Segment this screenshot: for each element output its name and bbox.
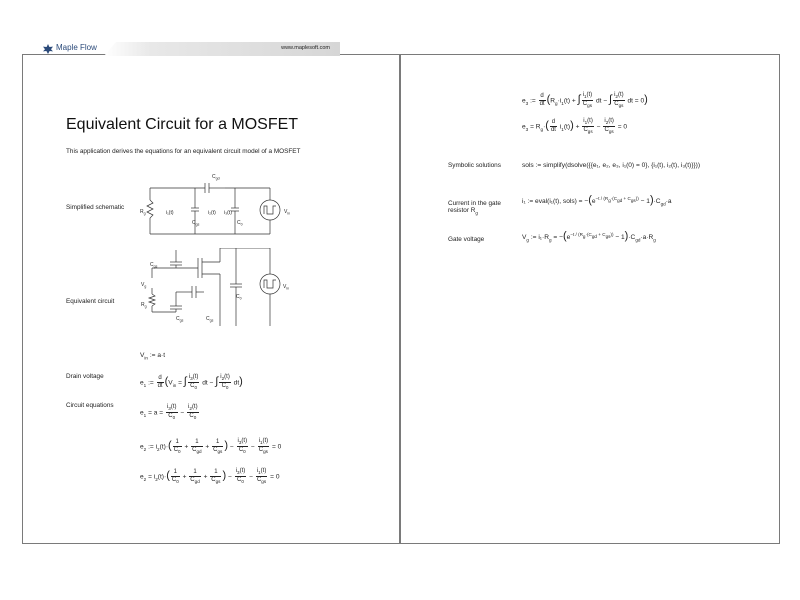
equiv-rg-label: $R_g$ <box>141 302 147 309</box>
label-gate-voltage: Gate voltage <box>448 236 485 243</box>
equation-gate-voltage: $V_g$ := $i_1\cdot R_g = -(e^{-t / (R_g\cdot(C_{gd} + C_{gs}))} - 1)\cdot C_{gd}\cdot a\cdot R_g$ <box>522 230 656 243</box>
equiv-vin-label: $V_{in}$ <box>283 284 290 291</box>
label-symbolic-solutions: Symbolic solutions <box>448 162 501 169</box>
intro-text: This application derives the equations for an equivalent circuit model of a MOSFET <box>66 148 301 155</box>
equiv-c0-label: $C_0$ <box>236 294 242 301</box>
schematic-i1-label: i₁(t) <box>166 210 174 216</box>
equivalent-circuit-diagram <box>140 248 300 328</box>
equation-symbolic-solutions: sols := simplify(dsolve({{e₁, e₂, e₃, i₁(0) = 0}, {i₁(t), i₂(t), i₃(t)}})) <box>522 162 701 169</box>
equiv-cgs-top-label: $C_{gs}$ <box>150 262 158 269</box>
schematic-rg-label: $R_g$ <box>140 209 146 216</box>
label-circuit-equations: Circuit equations <box>66 402 114 409</box>
simplified-schematic-diagram <box>140 168 300 238</box>
schematic-i2-label: i₂(t) <box>208 210 216 216</box>
schematic-cgd-label: $C_{gd}$ <box>212 174 220 181</box>
equation-e3-definition: $e_3$ := $\frac{d}{dt}$ ($R_g\cdot i_1(t)$ + ∫ $\frac{i_1(t)}{C_{gs}}$ dt − ∫ $\frac{i_2(t)}{C_{gs}}$ dt = 0) <box>522 92 648 109</box>
site-url[interactable]: www.maplesoft.com <box>281 45 330 51</box>
equiv-vg-label: $V_g$ <box>141 282 147 289</box>
maple-leaf-icon <box>42 43 54 55</box>
equation-e2-result: $e_2 = i_2(t)\cdot$( $\frac{1}{C_0}$ + $\frac{1}{C_{gd}}$ + $\frac{1}{C_{gs}}$ ) − $\frac{i_3(t)}{C_0}$ − $\frac{i_1(t)}{C_{gs}}$ = 0 <box>140 468 280 485</box>
brand-name: Maple Flow <box>56 43 97 52</box>
schematic-c0-label: $C_0$ <box>237 220 243 227</box>
schematic-vin-label: $V_{in}$ <box>284 209 291 216</box>
label-simplified-schematic: Simplified schematic <box>66 204 125 211</box>
header-banner <box>42 42 340 56</box>
equiv-cgs-mid-label: $C_{gs}$ <box>206 316 214 323</box>
equation-e1-definition: $e_1$ := $\frac{d}{dt}$ ($V_{in}$ = ∫ $\frac{i_3(t)}{C_0}$ dt − ∫ $\frac{i_2(t)}{C_0}$ dt) <box>140 374 243 391</box>
schematic-i3-label: i₃(t) <box>224 210 232 216</box>
label-equivalent-circuit: Equivalent circuit <box>66 298 115 305</box>
vin-definition: $V_{in}$ := a·t <box>140 352 166 361</box>
schematic-cgs-label: $C_{gs}$ <box>192 220 200 227</box>
page-title: Equivalent Circuit for a MOSFET <box>66 116 299 133</box>
equation-e2-definition: $e_2$ := $i_2(t)\cdot$( $\frac{1}{C_0}$ + $\frac{1}{C_{gd}}$ + $\frac{1}{C_{gs}}$ ) − $\frac{i_3(t)}{C_0}$ − $\frac{i_1(t)}{C_{gs}}$ = 0 <box>140 438 282 455</box>
label-drain-voltage: Drain voltage <box>66 373 104 380</box>
equation-e3-result: $e_3 = R_g\cdot$( $\frac{d}{dt}$ $i_1(t)$) + $\frac{i_1(t)}{C_{gs}}$ − $\frac{i_2(t)}{C_{gs}}$ = 0 <box>522 118 628 135</box>
equation-gate-current: i₁ := eval(i₁(t), sols) = $-(e^{-t / (R_g\cdot(C_{gd} + C_{gs}))} - 1)\cdot C_{gd}\cdot a$ <box>522 194 672 207</box>
equiv-cgs-bottom-label: $C_{gs}$ <box>176 316 184 323</box>
equation-e1-result: $e_1 = a$ = $\frac{i_3(t)}{C_0}$ − $\frac{i_2(t)}{C_0}$ <box>140 404 198 421</box>
label-current-gate-resistor: Current in the gate resistor $R_g$ <box>448 200 501 216</box>
